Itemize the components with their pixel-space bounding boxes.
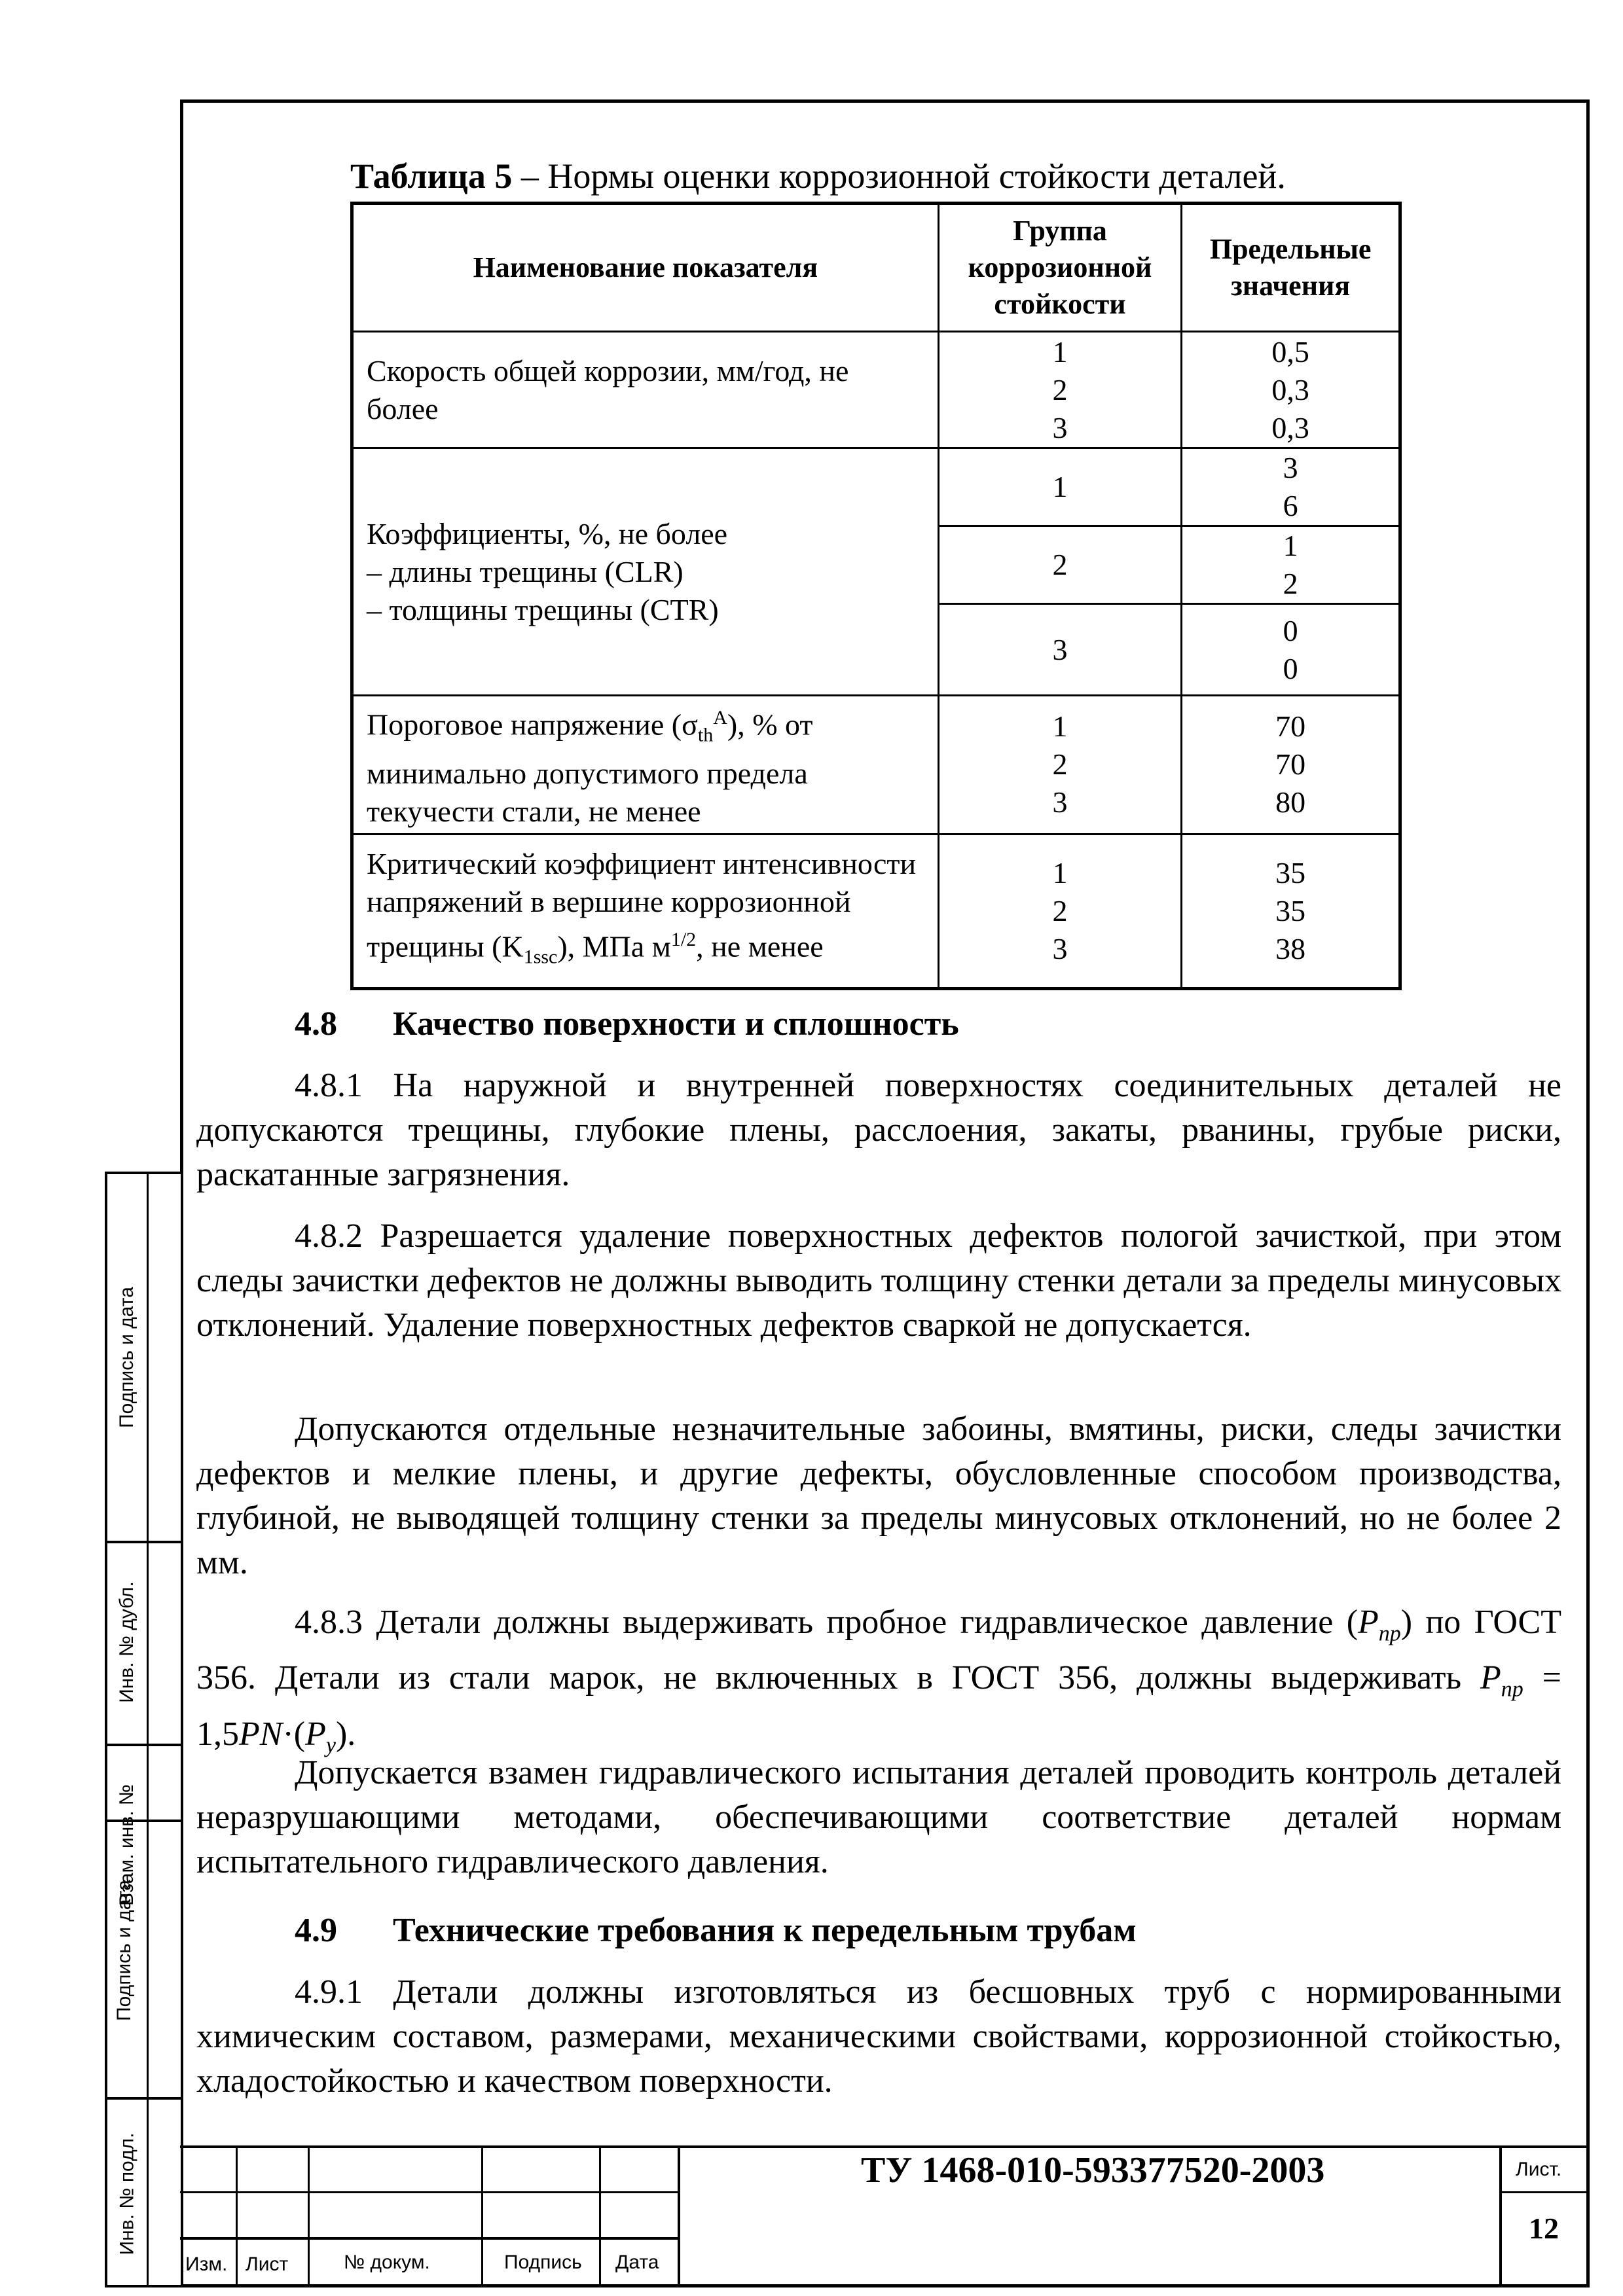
sheet-label: Лист. <box>1516 2159 1562 2180</box>
limit-value: 35 <box>1275 855 1306 889</box>
limit-value: 0 <box>1283 651 1298 685</box>
tb-col-sheet: Лист <box>246 2253 289 2275</box>
para-symbol-sub: пр <box>1501 1677 1523 1702</box>
group-value: 3 <box>938 604 1182 696</box>
para-symbol-sub: y <box>325 1733 336 1758</box>
tb-col-docnum: № докум. <box>344 2251 430 2273</box>
row-groups <box>938 696 1182 834</box>
stamp-signature-column <box>147 1174 149 2285</box>
stamp-divider <box>105 1820 183 1822</box>
row-values <box>1182 834 1400 988</box>
paragraph-4-8-1: 4.8.1 На наружной и внутренней поверхностях соединительных деталей не допускаются трещины, глубокие плены, расслоения, закаты, рванины, грубые риски, раскатанные загрязнения. <box>196 1067 1561 1193</box>
section-number: 4.9 <box>295 1912 337 1949</box>
group-value: 2 <box>1052 747 1068 781</box>
stamp-label-signature-date-bottom: Подпись и дата <box>113 1880 135 2021</box>
row-values <box>1182 696 1400 834</box>
limit-value: 2 <box>1283 567 1298 600</box>
tb-line <box>1499 2145 1502 2287</box>
para-text: 4.8.3 Детали должны выдерживать пробное гидравлическое давление ( <box>295 1604 1359 1641</box>
group-value: 2 <box>1052 372 1068 406</box>
limit-value: 3 <box>1283 451 1298 484</box>
stamp-label-wrap <box>105 1820 144 2081</box>
limit-value: 6 <box>1283 489 1298 522</box>
margin-stamp <box>105 1172 183 2287</box>
document-code: ТУ 1468-010-593377520-2003 <box>861 2150 1325 2191</box>
tb-line <box>599 2145 601 2287</box>
row-name-sub: th <box>697 724 714 746</box>
row-values <box>1182 448 1400 526</box>
paragraph-4-8-3-b: Допускается взамен гидравлического испытания деталей проводить контроль деталей неразрушающими методами, обеспечивающими соответствие деталей нормам испытательного гидравлического давления. <box>196 1754 1561 1880</box>
limit-value: 0,5 <box>1271 334 1309 368</box>
tb-col-signature: Подпись <box>504 2251 582 2273</box>
table-row <box>352 834 1400 988</box>
row-name <box>352 696 939 834</box>
table-header-row <box>352 204 1400 332</box>
limit-value: 0 <box>1283 613 1298 647</box>
tb-line <box>1499 2191 1590 2193</box>
group-value: 3 <box>1052 410 1068 444</box>
limit-value: 35 <box>1275 893 1306 927</box>
row-groups <box>938 332 1182 448</box>
sheet-number: 12 <box>1529 2212 1559 2245</box>
header-group: Группа коррозионной стойкости <box>938 204 1182 332</box>
limit-value: 70 <box>1275 709 1306 744</box>
corrosion-norms-table <box>350 202 1402 990</box>
tb-line <box>180 2191 678 2193</box>
group-value: 2 <box>1052 893 1068 927</box>
tb-line <box>678 2145 680 2287</box>
row-values <box>1182 604 1400 696</box>
section-heading-4-9 <box>295 1911 1137 1950</box>
table-row <box>352 448 1400 526</box>
row-name-text: Пороговое напряжение (σ <box>367 708 698 742</box>
tb-col-change: Изм. <box>185 2253 228 2275</box>
row-name-sup: A <box>713 707 727 728</box>
tb-line <box>180 2145 678 2148</box>
tb-line <box>308 2145 310 2287</box>
stamp-label-original-inv: Инв. № подл. <box>116 2132 137 2255</box>
row-name <box>352 448 939 696</box>
row-name-text: ), % от минимально допустимого предела текучести стали, не менее <box>367 708 813 828</box>
para-text: ). <box>335 1715 356 1753</box>
paragraph-4-9-1: 4.9.1 Детали должны изготовляться из бесшовных труб с нормированными химическим составом, размерами, механическими свойствами, коррозионной стойкостью, хладостойкостью и качеством поверхности. <box>196 1973 1561 2100</box>
limit-value: 70 <box>1275 747 1306 781</box>
header-indicator: Наименование показателя <box>352 204 939 332</box>
section-title: Технические требования к передельным трубам <box>393 1912 1137 1949</box>
row-name-sup: 1/2 <box>670 929 697 951</box>
stamp-label-duplicate-inv: Инв. № дубл. <box>116 1581 137 1703</box>
stamp-label-signature-date-top: Подпись и дата <box>116 1287 137 1428</box>
row-name-text: , не менее <box>696 929 824 963</box>
row-values <box>1182 526 1400 604</box>
para-symbol: P <box>305 1715 326 1753</box>
para-symbol-sub: пр <box>1378 1621 1401 1646</box>
table-row <box>352 332 1400 448</box>
limit-value: 0,3 <box>1271 372 1309 406</box>
table-caption <box>350 156 1286 196</box>
row-name-line: – толщины трещины (CTR) <box>367 592 719 626</box>
para-symbol: PN <box>239 1715 283 1753</box>
row-name-text: ), МПа м <box>557 929 671 963</box>
section-heading-4-8 <box>295 1005 959 1043</box>
section-title: Качество поверхности и сплошность <box>393 1005 959 1043</box>
row-name: Скорость общей коррозии, мм/год, не более <box>352 332 939 448</box>
limit-value: 38 <box>1275 931 1306 965</box>
para-text: ·( <box>282 1715 306 1753</box>
group-value: 1 <box>1052 334 1068 368</box>
group-value: 3 <box>1052 931 1068 965</box>
stamp-label-replace-inv: Взам. инв. № <box>116 1784 138 1906</box>
row-name-text: Критический коэффициент интенсивности напряжений в вершине коррозионной трещины (K <box>367 847 917 963</box>
group-value: 1 <box>1052 855 1068 889</box>
table-row <box>352 696 1400 834</box>
tb-line <box>481 2145 483 2287</box>
group-value: 3 <box>1052 785 1068 819</box>
limit-value: 0,3 <box>1271 410 1309 444</box>
row-name <box>352 834 939 988</box>
row-name-line: – длины трещины (CLR) <box>367 554 684 588</box>
row-values <box>1182 332 1400 448</box>
para-symbol: P <box>1358 1604 1379 1641</box>
table-caption-text: – Нормы оценки коррозионной стойкости деталей. <box>512 156 1286 196</box>
para-text: ) по ГОСТ 356. Детали из стали марок, не включенных в ГОСТ 356, должны выдерживать <box>196 1604 1562 1697</box>
title-block <box>180 2145 1590 2287</box>
group-value: 1 <box>938 448 1182 526</box>
para-text: = 1,5 <box>196 1659 1562 1753</box>
para-symbol: P <box>1480 1659 1501 1697</box>
limit-value: 80 <box>1275 785 1306 819</box>
row-name-sub: 1ssc <box>523 946 558 968</box>
row-groups <box>938 834 1182 988</box>
group-value: 1 <box>1052 709 1068 744</box>
tb-line <box>236 2145 238 2287</box>
tb-col-date: Дата <box>615 2251 659 2273</box>
header-limit: Предельные значения <box>1182 204 1400 332</box>
tb-line <box>678 2145 1590 2148</box>
tb-line <box>180 2237 678 2240</box>
row-name-line: Коэффициенты, %, не более <box>367 516 728 550</box>
paragraph-4-8-2-b: Допускаются отдельные незначительные забоины, вмятины, риски, следы зачистки дефектов и мелкие плены, и другие дефекты, обусловленные способом производства, глубиной, не выводящей толщину стенки за пределы минусовых отклонений, но не более 2 мм. <box>196 1410 1561 1581</box>
paragraph-4-8-3 <box>196 1600 1561 1768</box>
limit-value: 1 <box>1283 529 1298 562</box>
table-caption-number: Таблица 5 <box>350 156 513 196</box>
section-number: 4.8 <box>295 1005 337 1043</box>
group-value: 2 <box>938 526 1182 604</box>
paragraph-4-8-2: 4.8.2 Разрешается удаление поверхностных дефектов пологой зачисткой, при этом следы зачистки дефектов не должны выводить толщину стенки детали за пределы минусовых отклонений. Удаление поверхностных дефектов сваркой не допускается. <box>196 1217 1562 1344</box>
